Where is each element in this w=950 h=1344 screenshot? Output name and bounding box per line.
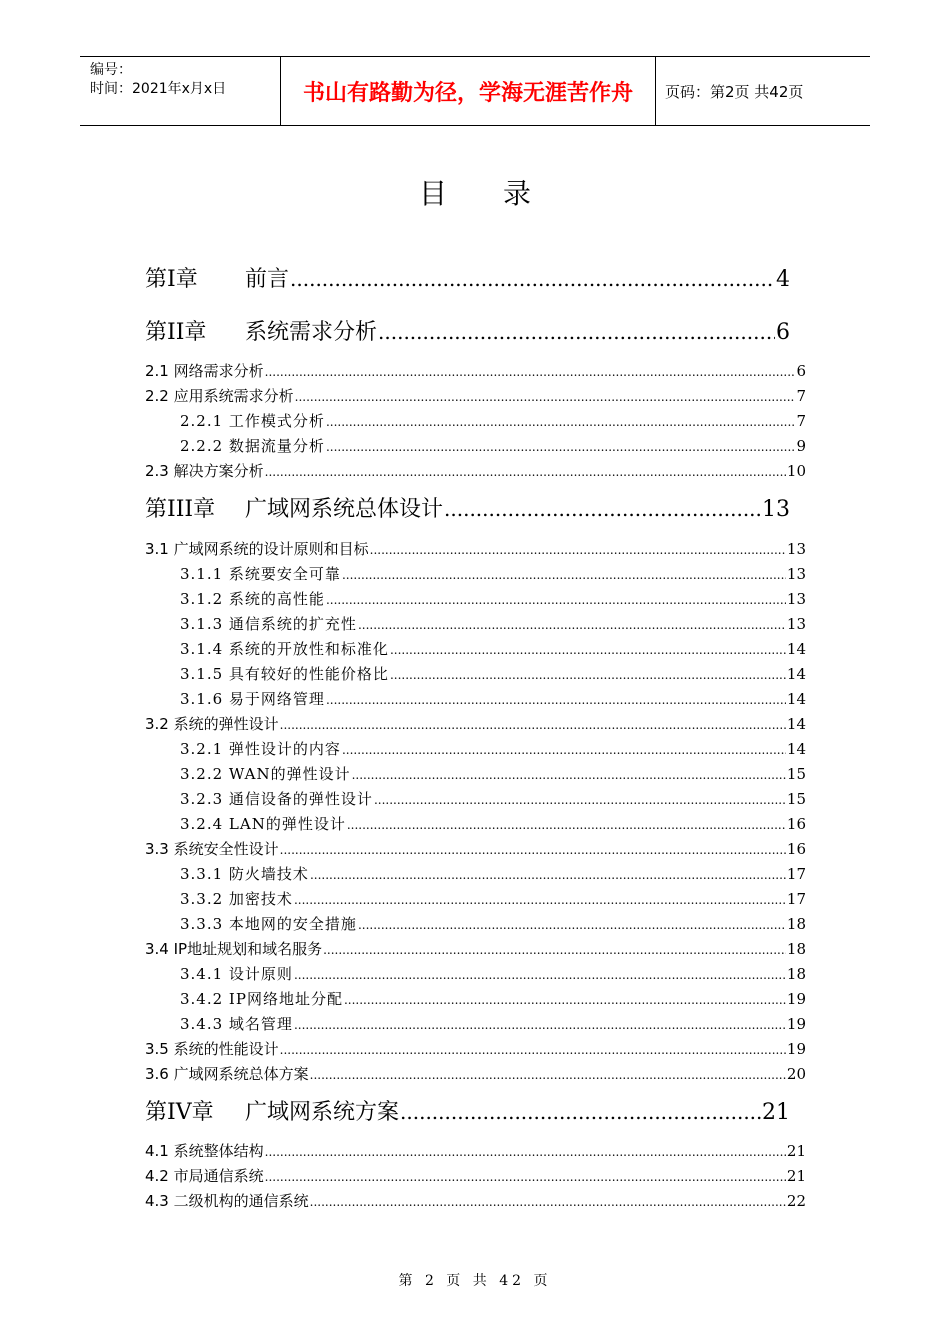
toc-page-number: 17 xyxy=(786,865,806,883)
toc-entry-label: 3.3.2 加密技术 xyxy=(180,890,293,908)
toc-entry-label: 4.1 系统整体结构 xyxy=(145,1142,264,1160)
toc-dot-leader xyxy=(294,893,786,907)
toc-page-number: 20 xyxy=(786,1065,806,1083)
toc-entry-label: 3.2.2 WAN的弹性设计 xyxy=(180,765,351,783)
toc-entry-label: 2.2.2 数据流量分析 xyxy=(180,437,325,455)
toc-entry[interactable] xyxy=(145,1038,806,1060)
toc-entry[interactable] xyxy=(180,738,806,760)
toc-page-number: 13 xyxy=(786,565,806,583)
toc-page-number: 6 xyxy=(776,320,790,345)
toc-chapter-entry[interactable] xyxy=(145,262,790,292)
toc-entry-label: 3.1.5 具有较好的性能价格比 xyxy=(180,665,389,683)
toc-page-number: 13 xyxy=(762,497,790,522)
toc-entry[interactable] xyxy=(145,1063,806,1085)
toc-page-number: 15 xyxy=(786,790,806,808)
toc-entry[interactable] xyxy=(145,713,806,735)
toc-chapter-entry[interactable] xyxy=(145,492,790,522)
toc-entry-label: 3.4 IP地址规划和域名服务 xyxy=(145,940,323,958)
toc-dot-leader xyxy=(374,793,786,807)
toc-entry-label: 3.3.3 本地网的安全措施 xyxy=(180,915,357,933)
motto: 书山有路勤为径，学海无涯苦作舟 xyxy=(302,79,633,106)
toc-entry-label: 3.3 系统安全性设计 xyxy=(145,840,279,858)
toc-entry[interactable] xyxy=(180,613,806,635)
toc-entry[interactable] xyxy=(145,360,806,382)
toc-dot-leader xyxy=(352,768,786,782)
toc-entry[interactable] xyxy=(145,1165,806,1187)
toc-entry[interactable] xyxy=(145,460,806,482)
toc-entry[interactable] xyxy=(180,763,806,785)
toc-page-number: 22 xyxy=(786,1192,806,1210)
toc-entry[interactable] xyxy=(180,563,806,585)
toc-entry-label: 4.2 市局通信系统 xyxy=(145,1167,264,1185)
toc-page-number: 13 xyxy=(786,590,806,608)
toc-entry-label: 3.4.1 设计原则 xyxy=(180,965,293,983)
toc-dot-leader xyxy=(326,415,796,429)
toc-entry-label: 3.1.4 系统的开放性和标准化 xyxy=(180,640,389,658)
page-footer: 第 2 页 共 42 页 xyxy=(398,1273,552,1289)
toc-page-number: 14 xyxy=(786,690,806,708)
toc-page-number: 7 xyxy=(796,387,806,405)
toc-dot-leader xyxy=(326,440,796,454)
toc-entry-label: 3.5 系统的性能设计 xyxy=(145,1040,279,1058)
toc-entry-label: 2.2 应用系统需求分析 xyxy=(145,387,294,405)
toc-page-number: 14 xyxy=(786,640,806,658)
toc-dot-leader xyxy=(342,743,786,757)
header-motto-cell xyxy=(280,57,656,125)
toc-entry[interactable] xyxy=(145,1190,806,1212)
number-label: 编号： xyxy=(90,62,132,78)
toc-entry-label: 广域网系统总体设计 xyxy=(245,497,444,522)
toc-page-number: 19 xyxy=(786,990,806,1008)
toc-dot-leader xyxy=(310,1195,786,1209)
toc-page-number: 14 xyxy=(786,715,806,733)
toc-dot-leader xyxy=(326,593,786,607)
header-page-info: 页码：第2页 共42页 xyxy=(665,82,804,101)
toc-dot-leader xyxy=(444,497,761,521)
toc-dot-leader xyxy=(326,693,786,707)
toc-chapter-entry[interactable] xyxy=(145,1095,790,1125)
toc-dot-leader xyxy=(265,365,796,379)
toc-dot-leader xyxy=(344,993,786,1007)
toc-entry[interactable] xyxy=(180,588,806,610)
toc-entry[interactable] xyxy=(145,938,806,960)
toc-entry-label: 3.6 广域网系统总体方案 xyxy=(145,1065,309,1083)
toc-entry[interactable] xyxy=(180,410,806,432)
toc-entry-label: 3.3.1 防火墙技术 xyxy=(180,865,309,883)
toc-entry-label: 3.4.2 IP网络地址分配 xyxy=(180,990,343,1008)
toc-entry[interactable] xyxy=(180,1013,806,1035)
toc-entry[interactable] xyxy=(180,813,806,835)
toc-page-number: 4 xyxy=(776,267,790,292)
toc-dot-leader xyxy=(280,843,786,857)
toc-page-number: 19 xyxy=(786,1040,806,1058)
toc-dot-leader xyxy=(265,465,786,479)
toc-entry-label: 3.1 广域网系统的设计原则和目标 xyxy=(145,540,369,558)
toc-page-number: 14 xyxy=(786,665,806,683)
toc-dot-leader xyxy=(390,668,786,682)
toc-chapter-entry[interactable] xyxy=(145,315,790,345)
toc-page-number: 18 xyxy=(786,915,806,933)
toc-page-number: 21 xyxy=(786,1167,806,1185)
toc-chapter-number: 第III章 xyxy=(145,497,216,522)
toc-entry[interactable] xyxy=(145,838,806,860)
toc-entry[interactable] xyxy=(180,913,806,935)
toc-dot-leader xyxy=(294,1018,786,1032)
toc-entry-label: 4.3 二级机构的通信系统 xyxy=(145,1192,309,1210)
header-meta xyxy=(80,57,280,125)
toc-entry[interactable] xyxy=(180,638,806,660)
toc-page-number: 13 xyxy=(786,540,806,558)
toc-chapter-number: 第I章 xyxy=(145,267,198,292)
toc-entry-label: 3.1.6 易于网络管理 xyxy=(180,690,325,708)
toc-entry-label: 3.1.3 通信系统的扩充性 xyxy=(180,615,357,633)
toc-page-number: 10 xyxy=(786,462,806,480)
toc-entry[interactable] xyxy=(180,688,806,710)
toc-page-number: 15 xyxy=(786,765,806,783)
toc-dot-leader xyxy=(290,267,775,291)
toc-dot-leader xyxy=(390,643,786,657)
toc-dot-leader xyxy=(370,543,786,557)
toc-entry[interactable] xyxy=(180,435,806,457)
toc-page-number: 7 xyxy=(796,412,806,430)
toc-dot-leader xyxy=(310,868,786,882)
toc-dot-leader xyxy=(310,1068,786,1082)
toc-page-number: 21 xyxy=(762,1100,790,1125)
toc-dot-leader xyxy=(265,1145,786,1159)
toc-entry-label: 广域网系统方案 xyxy=(245,1100,400,1125)
page-header xyxy=(80,56,870,126)
toc-dot-leader xyxy=(265,1170,786,1184)
toc-entry-label: 3.2.1 弹性设计的内容 xyxy=(180,740,341,758)
toc-page-number: 16 xyxy=(786,840,806,858)
toc-dot-leader xyxy=(358,618,786,632)
toc-page-number: 16 xyxy=(786,815,806,833)
toc-entry-label: 3.2.3 通信设备的弹性设计 xyxy=(180,790,373,808)
toc-chapter-number: 第IV章 xyxy=(145,1100,214,1125)
toc-dot-leader xyxy=(378,320,775,344)
toc-entry-label: 3.4.3 域名管理 xyxy=(180,1015,293,1033)
toc-dot-leader xyxy=(294,968,786,982)
toc-dot-leader xyxy=(347,818,786,832)
toc-dot-leader xyxy=(358,918,786,932)
toc-page-number: 9 xyxy=(796,437,806,455)
time-label: 时间：2021年x月x日 xyxy=(90,81,227,97)
toc-dot-leader xyxy=(400,1100,761,1124)
toc-dot-leader xyxy=(342,568,786,582)
toc-chapter-number: 第II章 xyxy=(145,320,207,345)
toc-dot-leader xyxy=(323,943,786,957)
toc-page-number: 14 xyxy=(786,740,806,758)
toc-entry-label: 前言 xyxy=(245,267,290,292)
toc-entry-label: 3.1.2 系统的高性能 xyxy=(180,590,325,608)
toc-page-number: 18 xyxy=(786,965,806,983)
toc-entry[interactable] xyxy=(180,988,806,1010)
toc-entry[interactable] xyxy=(180,788,806,810)
toc-entry-label: 3.1.1 系统要安全可靠 xyxy=(180,565,341,583)
toc-title: 目录 xyxy=(418,177,587,210)
toc-entry[interactable] xyxy=(145,1140,806,1162)
toc-entry-label: 2.3 解决方案分析 xyxy=(145,462,264,480)
toc-entry[interactable] xyxy=(145,538,806,560)
toc-entry[interactable] xyxy=(180,863,806,885)
toc-entry-label: 2.2.1 工作模式分析 xyxy=(180,412,325,430)
toc-entry-label: 3.2.4 LAN的弹性设计 xyxy=(180,815,346,833)
toc-page-number: 6 xyxy=(796,362,806,380)
toc-page-number: 17 xyxy=(786,890,806,908)
toc-entry-label: 系统需求分析 xyxy=(245,320,378,345)
toc-entry[interactable] xyxy=(145,385,806,407)
toc-page-number: 21 xyxy=(786,1142,806,1160)
toc-dot-leader xyxy=(280,1043,786,1057)
toc-page-number: 18 xyxy=(786,940,806,958)
toc-entry-label: 3.2 系统的弹性设计 xyxy=(145,715,279,733)
toc-page-number: 13 xyxy=(786,615,806,633)
toc-entry[interactable] xyxy=(180,663,806,685)
toc-entry[interactable] xyxy=(180,963,806,985)
toc-entry[interactable] xyxy=(180,888,806,910)
toc-page-number: 19 xyxy=(786,1015,806,1033)
toc-entry-label: 2.1 网络需求分析 xyxy=(145,362,264,380)
toc-dot-leader xyxy=(280,718,786,732)
toc-dot-leader xyxy=(295,390,796,404)
